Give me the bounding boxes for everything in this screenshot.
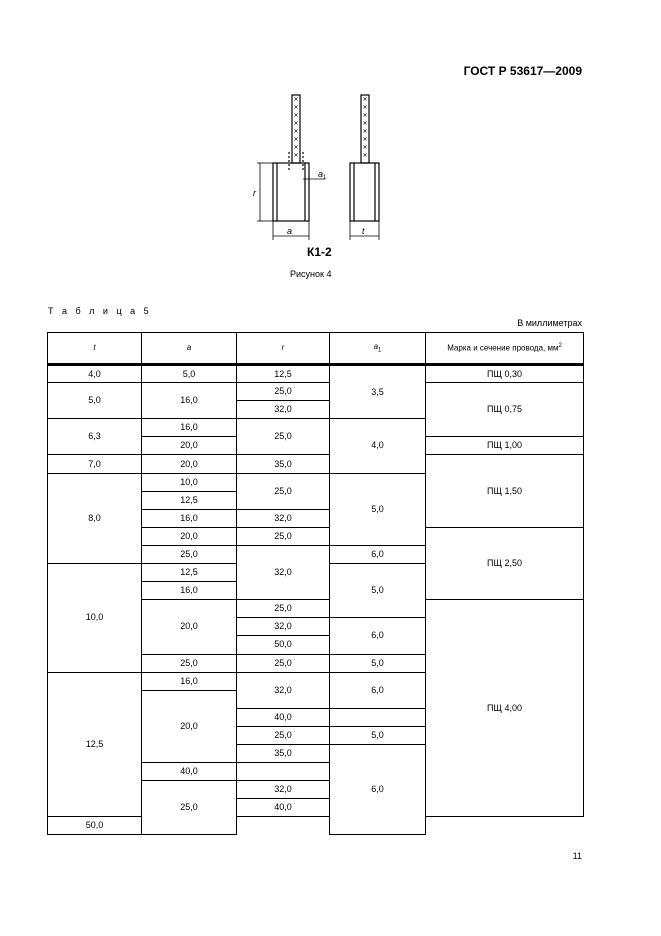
svg-text:✕: ✕ — [362, 104, 368, 111]
cell-a1: 5,0 — [330, 473, 426, 545]
svg-text:✕: ✕ — [362, 96, 368, 103]
cell-r: 25,0 — [237, 600, 330, 618]
cell-r: 25,0 — [237, 383, 330, 401]
cell-r: 40,0 — [237, 708, 330, 726]
cell-r: 25,0 — [237, 654, 330, 672]
cell-a: 25,0 — [142, 781, 237, 835]
svg-text:✕: ✕ — [362, 112, 368, 119]
dim-label-t: t — [362, 226, 365, 236]
header-r: r — [237, 333, 330, 365]
cell-a1: 5,0 — [330, 564, 426, 618]
cell-a: 10,0 — [142, 473, 237, 491]
cell-wire: ПЩ 1,50 — [426, 455, 584, 527]
svg-text:✕: ✕ — [293, 128, 299, 135]
cell-a: 16,0 — [142, 582, 237, 600]
cell-r: 40,0 — [237, 799, 330, 817]
cell-a1: 6,0 — [330, 744, 426, 834]
cell-a: 16,0 — [142, 509, 237, 527]
svg-text:✕: ✕ — [362, 152, 368, 159]
wire-marks-front — [293, 96, 298, 159]
cell-a: 20,0 — [142, 527, 237, 545]
cell-r: 32,0 — [237, 672, 330, 708]
cell-t: 6,3 — [48, 419, 142, 455]
cell-a1: 3,5 — [330, 365, 426, 419]
table-title: Т а б л и ц а 5 — [48, 306, 152, 316]
cell-a1: 4,0 — [330, 419, 426, 473]
cell-r: 40,0 — [142, 763, 237, 781]
dim-label-a1-sub: 1 — [323, 175, 327, 181]
svg-text:✕: ✕ — [293, 112, 299, 119]
cell-wire: ПЩ 1,00 — [426, 437, 584, 455]
cell-r: 32,0 — [237, 401, 330, 419]
page-number: 11 — [572, 851, 582, 861]
svg-text:✕: ✕ — [362, 128, 368, 135]
cell-a1: 6,0 — [330, 618, 426, 654]
cell-r: 25,0 — [237, 473, 330, 509]
header-wire: Марка и сечение провода, $мм^2$ — [426, 333, 584, 365]
cell-a1: 6,0 — [330, 545, 426, 563]
cell-a: 12,5 — [142, 564, 237, 582]
cell-t: 5,0 — [48, 383, 142, 419]
cell-a: 16,0 — [142, 419, 237, 437]
brush-type-label: К1-2 — [307, 245, 332, 259]
wire-marks-side — [362, 96, 367, 159]
cell-r: 25,0 — [237, 419, 330, 455]
cell-a: 20,0 — [142, 600, 237, 654]
cell-r: 12,5 — [237, 365, 330, 383]
cell-r: 25,0 — [237, 527, 330, 545]
cell-r: 32,0 — [237, 618, 330, 636]
cell-a: 12,5 — [142, 491, 237, 509]
front-view — [257, 95, 325, 240]
svg-text:✕: ✕ — [362, 120, 368, 127]
brush-drawing — [240, 88, 400, 243]
document-code: ГОСТ Р 53617—2009 — [463, 64, 582, 78]
svg-text:✕: ✕ — [362, 136, 368, 143]
svg-text:✕: ✕ — [362, 144, 368, 151]
dim-label-a1: a — [318, 169, 324, 179]
cell-wire: ПЩ 2,50 — [426, 527, 584, 599]
cell-a: 25,0 — [142, 545, 237, 563]
cell-a: 25,0 — [142, 654, 237, 672]
header-a1: $a_1$ — [330, 333, 426, 365]
cell-a1: 5,0 — [330, 726, 426, 744]
cell-r: 32,0 — [237, 509, 330, 527]
cell-a: 5,0 — [142, 365, 237, 383]
cell-a1: 6,0 — [330, 672, 426, 708]
cell-r: 35,0 — [237, 455, 330, 473]
cell-wire: ПЩ 0,30 — [426, 365, 584, 383]
cell-wire: ПЩ 4,00 — [426, 600, 584, 817]
figure-caption: Рисунок 4 — [290, 269, 332, 279]
cell-r: 32,0 — [237, 781, 330, 799]
cell-t: 7,0 — [48, 455, 142, 473]
cell-a: 20,0 — [142, 455, 237, 473]
cell-t: 4,0 — [48, 365, 142, 383]
dimensions-table — [47, 332, 584, 835]
cell-a: 20,0 — [142, 690, 237, 762]
cell-r: 32,0 — [237, 545, 330, 599]
svg-text:✕: ✕ — [293, 120, 299, 127]
svg-text:✕: ✕ — [293, 136, 299, 143]
cell-r: 50,0 — [237, 636, 330, 654]
cell-r: 25,0 — [237, 726, 330, 744]
dim-label-r: r — [253, 188, 256, 198]
cell-a: 16,0 — [142, 672, 237, 690]
svg-text:✕: ✕ — [293, 104, 299, 111]
header-t: t — [48, 333, 142, 365]
cell-a: 16,0 — [142, 383, 237, 419]
cell-t: 8,0 — [48, 473, 142, 563]
svg-text:✕: ✕ — [293, 152, 299, 159]
svg-text:✕: ✕ — [293, 96, 299, 103]
cell-a: 20,0 — [142, 437, 237, 455]
header-a: a — [142, 333, 237, 365]
cell-t: 10,0 — [48, 564, 142, 673]
cell-r: 35,0 — [237, 744, 330, 762]
cell-wire: ПЩ 0,75 — [426, 383, 584, 437]
dim-label-a: a — [287, 226, 293, 236]
table-units: В миллиметрах — [517, 318, 582, 328]
svg-text:✕: ✕ — [293, 144, 299, 151]
cell-a1: 5,0 — [330, 654, 426, 672]
cell-t: 12,5 — [48, 672, 142, 817]
cell-r: 50,0 — [48, 817, 142, 835]
